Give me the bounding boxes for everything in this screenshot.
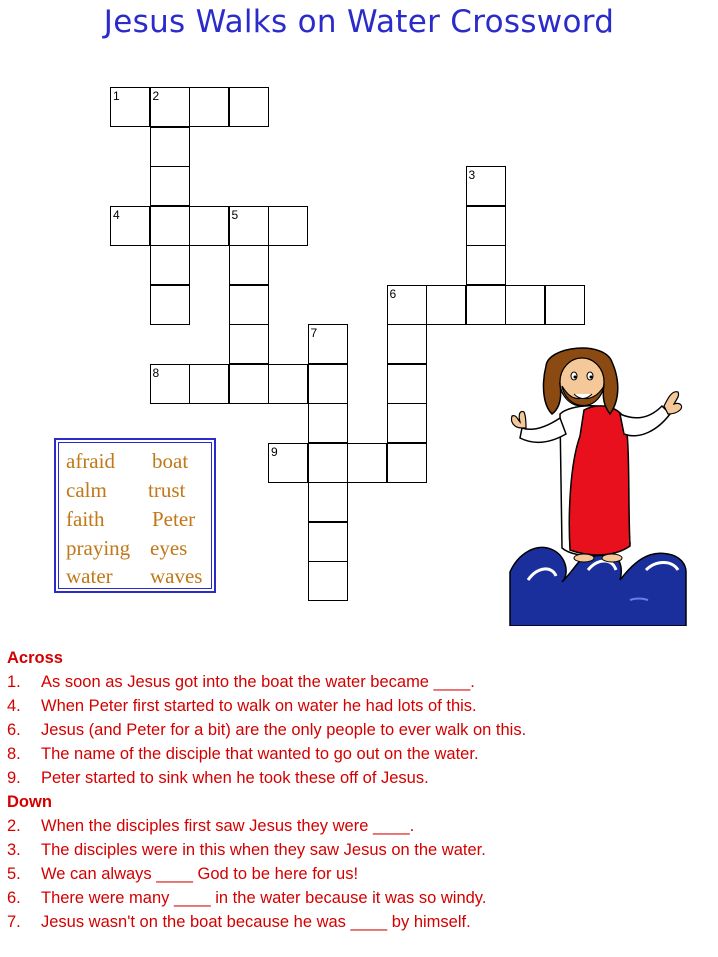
grid-cell — [229, 324, 269, 364]
down-clue-6: 6. There were many ____ in the water because it was so windy. — [7, 889, 487, 907]
across-clue-8: 8. The name of the disciple that wanted to go out on the water. — [7, 745, 479, 763]
clues-section — [7, 646, 707, 934]
grid-cell — [505, 285, 545, 325]
word-bank-item: afraid — [66, 449, 115, 473]
grid-cell — [308, 522, 348, 562]
jesus-on-water-illustration — [508, 344, 688, 626]
grid-cell — [110, 87, 150, 127]
word-bank-item: praying — [66, 536, 131, 560]
clue-number: 4 — [113, 207, 120, 222]
grid-cell — [150, 166, 190, 206]
page-title: Jesus Walks on Water Crossword — [103, 4, 615, 40]
clue-number: 1 — [113, 89, 120, 103]
grid-cell — [466, 206, 506, 246]
grid-cell — [308, 403, 348, 443]
clue-number: 3 — [468, 168, 476, 182]
grid-cell — [229, 245, 269, 285]
grid-cell — [308, 443, 348, 483]
grid-cell — [229, 206, 269, 246]
grid-cell — [189, 206, 229, 246]
grid-cell — [347, 443, 387, 483]
grid-cell — [387, 403, 427, 443]
grid-cell — [387, 324, 427, 364]
grid-cell — [308, 561, 348, 601]
grid-cell — [150, 206, 190, 246]
grid-cell — [229, 87, 269, 127]
clue-number: 5 — [231, 207, 239, 222]
grid-cell — [387, 443, 427, 483]
grid-cell — [150, 364, 190, 404]
grid-cell — [110, 206, 150, 246]
grid-cell — [308, 364, 348, 404]
down-clue-3: 3. The disciples were in this when they saw Jesus on the water. — [7, 841, 486, 859]
grid-cell — [268, 206, 308, 246]
down-clue-7: 7. Jesus wasn't on the boat because he was ____ by himself. — [7, 913, 471, 931]
word-bank-item: Peter — [152, 507, 196, 531]
across-clue-1: 1. As soon as Jesus got into the boat the water became ____. — [7, 673, 475, 691]
grid-cell — [268, 364, 308, 404]
clue-number: 2 — [152, 89, 160, 103]
grid-cell — [308, 482, 348, 522]
grid-cell — [545, 285, 585, 325]
grid-cell — [308, 324, 348, 364]
clue-number: 9 — [271, 444, 278, 459]
grid-cell — [150, 245, 190, 285]
word-bank-item: boat — [152, 449, 189, 473]
word-bank-item: water — [66, 564, 113, 588]
word-bank-item: trust — [148, 478, 186, 502]
grid-cell — [466, 285, 506, 325]
clue-number: 8 — [152, 365, 160, 380]
down-heading: Down — [7, 793, 52, 811]
across-heading: Across — [7, 649, 63, 667]
grid-cell — [387, 285, 427, 325]
grid-cell — [189, 364, 229, 404]
word-bank-item: waves — [150, 564, 203, 588]
grid-cell — [426, 285, 466, 325]
word-bank-item: calm — [66, 478, 107, 502]
down-clue-5: 5. We can always ____ God to be here for us! — [7, 865, 359, 883]
clue-number: 6 — [389, 286, 397, 301]
grid-cell — [229, 364, 269, 404]
grid-cell — [387, 364, 427, 404]
word-bank — [54, 438, 216, 593]
word-bank-item: faith — [66, 507, 105, 531]
across-clue-9: 9. Peter started to sink when he took these off of Jesus. — [7, 769, 429, 787]
grid-cell — [150, 127, 190, 167]
grid-cell — [466, 166, 506, 206]
across-clue-6: 6. Jesus (and Peter for a bit) are the only people to ever walk on this. — [7, 721, 527, 739]
down-clue-2: 2. When the disciples first saw Jesus they were ____. — [7, 817, 415, 835]
grid-cell — [150, 285, 190, 325]
grid-cell — [189, 87, 229, 127]
word-bank-item: eyes — [150, 536, 188, 560]
grid-cell — [466, 245, 506, 285]
across-clue-4: 4. When Peter first started to walk on water he had lots of this. — [7, 697, 477, 715]
grid-cell — [229, 285, 269, 325]
grid-cell — [268, 443, 308, 483]
clue-number: 7 — [310, 326, 318, 340]
grid-cell — [150, 87, 190, 127]
